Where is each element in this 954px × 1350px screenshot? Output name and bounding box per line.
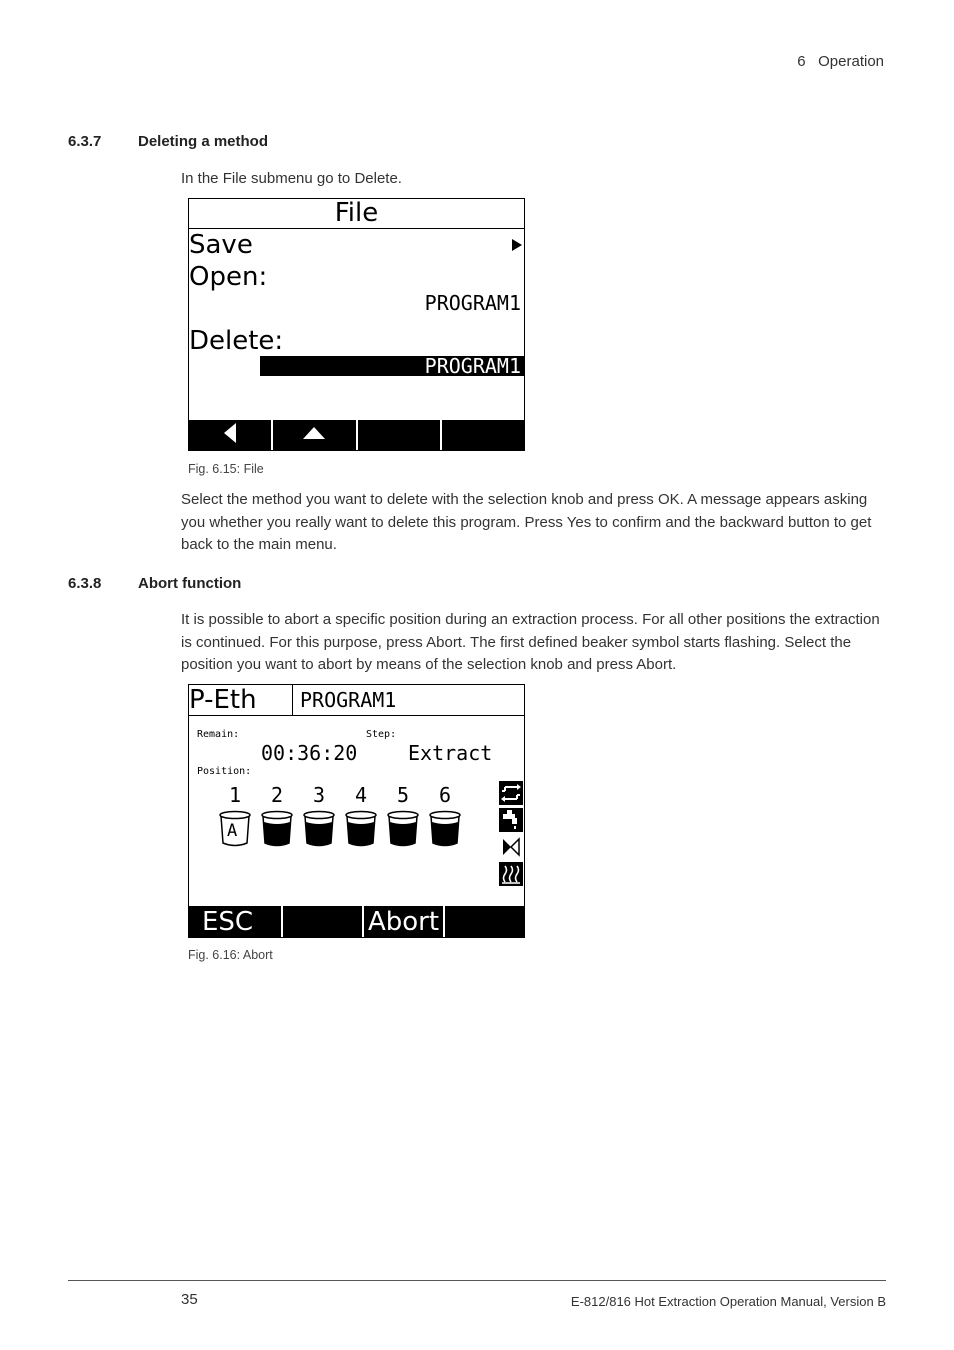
remain-time: 00:36:20 [261, 741, 358, 765]
beaker-mark: A [227, 821, 238, 841]
esc-label: ESC [202, 906, 254, 937]
beaker-full-icon[interactable] [428, 810, 462, 853]
softkey-up[interactable] [273, 420, 357, 450]
up-arrow-icon [303, 426, 325, 444]
page-number: 35 [181, 1291, 198, 1308]
abort-label: Abort [367, 906, 440, 937]
beaker-full-icon[interactable] [344, 810, 378, 853]
position-number: 4 [355, 783, 368, 807]
open-program-value: PROGRAM1 [424, 291, 521, 315]
section-number: 6.3.8 [68, 575, 102, 592]
section-title: Abort function [138, 575, 242, 592]
position-label: Position: [197, 766, 252, 777]
footer-divider [68, 1280, 886, 1281]
delete-paragraph: Select the method you want to delete with the selection knob and press OK. A message appears asking you whether you really want to delete this program. Press Yes to confirm and the backward button to get back to the main menu. [181, 491, 872, 553]
manual-title: E-812/816 Hot Extraction Operation Manual, Version B [570, 1294, 886, 1309]
display-header [189, 685, 524, 716]
chapter-title: Operation [818, 53, 884, 70]
submenu-arrow-icon [512, 238, 522, 256]
softkey-bar [189, 420, 524, 450]
abort-button[interactable] [364, 906, 445, 937]
position-number: 5 [397, 783, 410, 807]
program-name: PROGRAM1 [300, 688, 397, 712]
display-title: File [334, 198, 379, 228]
open-menu-item[interactable]: Open: [189, 262, 268, 292]
delete-menu-item[interactable]: Delete: [189, 326, 284, 356]
esc-button[interactable] [189, 906, 283, 937]
header-divider [292, 685, 293, 715]
save-menu-item[interactable]: Save [189, 230, 253, 260]
softkey-4[interactable] [445, 906, 524, 937]
beaker-full-icon[interactable] [260, 810, 294, 853]
remain-label: Remain: [197, 729, 240, 740]
figure-caption: Fig. 6.15: File [188, 462, 264, 476]
step-label: Step: [366, 729, 397, 740]
intro-paragraph: In the File submenu go to Delete. [181, 170, 402, 187]
position-number: 2 [271, 783, 284, 807]
chapter-number: 6 [797, 53, 806, 70]
display-title-bar [189, 199, 524, 229]
abort-display [188, 684, 525, 938]
back-arrow-icon [224, 423, 236, 448]
reflux-icon [499, 781, 523, 805]
beaker-full-icon[interactable] [302, 810, 336, 853]
step-value: Extract [408, 741, 493, 765]
heating-icon [499, 862, 523, 886]
figure-caption: Fig. 6.16: Abort [188, 948, 273, 962]
position-number: 6 [439, 783, 452, 807]
softkey-back[interactable] [189, 420, 273, 450]
softkey-3[interactable] [358, 420, 442, 450]
valve-icon [499, 835, 523, 859]
beaker-full-icon[interactable] [386, 810, 420, 853]
delete-program-selected[interactable]: PROGRAM1 [260, 356, 524, 376]
tap-icon [499, 808, 523, 832]
position-number: 1 [229, 783, 242, 807]
mode-label: P-Eth [189, 685, 257, 715]
softkey-4[interactable] [442, 420, 524, 450]
softkey-2[interactable] [283, 906, 364, 937]
section-number: 6.3.7 [68, 133, 102, 150]
abort-paragraph: It is possible to abort a specific position during an extraction process. For all other positions the extraction is continued. For this purpose, press Abort. The first defined beaker symbol starts flashing. Select the position you want to abort by means of the selection knob and press Abort. [181, 611, 880, 673]
softkey-bar [189, 906, 524, 937]
beaker-empty-icon[interactable] [218, 810, 252, 848]
position-number: 3 [313, 783, 326, 807]
running-header [797, 53, 884, 70]
section-title: Deleting a method [138, 133, 269, 150]
file-menu-display [188, 198, 525, 451]
